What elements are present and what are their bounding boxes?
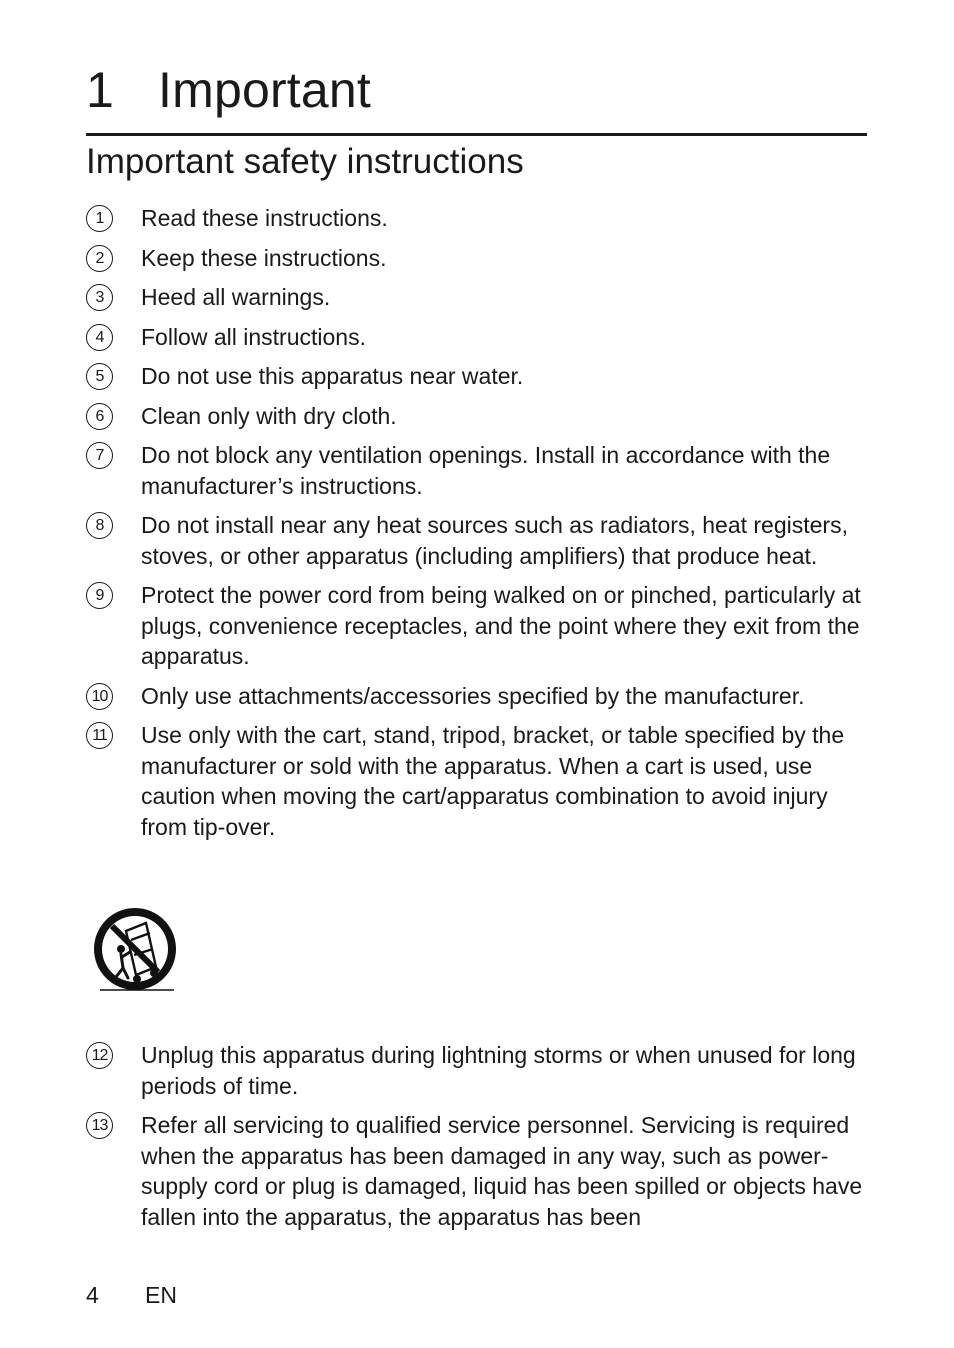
chapter-heading	[86, 58, 371, 122]
instruction-list	[86, 203, 876, 851]
item-text: Do not use this apparatus near water.	[141, 363, 524, 389]
item-text: Follow all instructions.	[141, 323, 366, 350]
item-number-badge: 12	[86, 1042, 113, 1069]
item-number-badge: 11	[86, 722, 113, 749]
list-item	[86, 510, 876, 571]
item-number-badge: 4	[86, 324, 113, 351]
page-number: 4	[86, 1282, 99, 1308]
item-text: Heed all warnings.	[141, 284, 331, 310]
item-number-badge: 9	[86, 582, 113, 609]
list-item	[86, 580, 876, 672]
list-item	[86, 1040, 876, 1101]
instruction-list-continued	[86, 1040, 876, 1241]
list-item	[86, 282, 876, 313]
chapter-number: 1	[86, 62, 115, 118]
list-item	[86, 440, 876, 501]
item-number-badge: 8	[86, 512, 113, 539]
item-text: Keep these instructions.	[141, 244, 387, 271]
item-text: Do not install near any heat sources such as radiators, heat registers, stoves, or other apparatus (including amplifiers) that produce heat.	[141, 512, 848, 569]
list-item	[86, 203, 876, 234]
item-number-badge: 6	[86, 403, 113, 430]
item-text: Clean only with dry cloth.	[141, 402, 397, 429]
list-item	[86, 1110, 876, 1232]
item-text: Refer all servicing to qualified service personnel. Servicing is required when the apparatus has been damaged in any way, such as power-supply cord or plug is damaged, liquid has been spilled or objects have fallen into the apparatus, the apparatus has been	[141, 1112, 863, 1230]
list-item	[86, 361, 876, 392]
list-item	[86, 401, 876, 432]
list-item	[86, 720, 876, 842]
cart-tip-over-warning-icon	[90, 905, 182, 997]
item-number-badge: 1	[86, 205, 113, 232]
item-text: Protect the power cord from being walked on or pinched, particularly at plugs, convenience receptacles, and the point where they exit from the apparatus.	[141, 582, 861, 669]
item-number-badge: 13	[86, 1112, 113, 1139]
language-code: EN	[145, 1282, 177, 1308]
list-item	[86, 322, 876, 353]
item-number-badge: 3	[86, 284, 113, 311]
item-text: Do not block any ventilation openings. Install in accordance with the manufacturer’s instructions.	[141, 442, 831, 499]
item-number-badge: 7	[86, 442, 113, 469]
item-number-badge: 2	[86, 245, 113, 272]
item-text: Read these instructions.	[141, 205, 388, 231]
list-item	[86, 243, 876, 274]
item-text: Use only with the cart, stand, tripod, bracket, or table specified by the manufacturer or sold with the apparatus. When a cart is used, use caution when moving the cart/apparatus combination to avoid injury from tip-over.	[141, 722, 845, 840]
item-number-badge: 5	[86, 363, 113, 390]
section-title: Important safety instructions	[86, 142, 524, 181]
item-number-badge: 10	[86, 683, 113, 710]
chapter-title: Important	[158, 62, 372, 118]
item-text: Only use attachments/accessories specified by the manufacturer.	[141, 682, 805, 709]
item-text: Unplug this apparatus during lightning storms or when unused for long periods of time.	[141, 1042, 856, 1099]
heading-rule	[86, 133, 867, 136]
list-item	[86, 681, 876, 712]
